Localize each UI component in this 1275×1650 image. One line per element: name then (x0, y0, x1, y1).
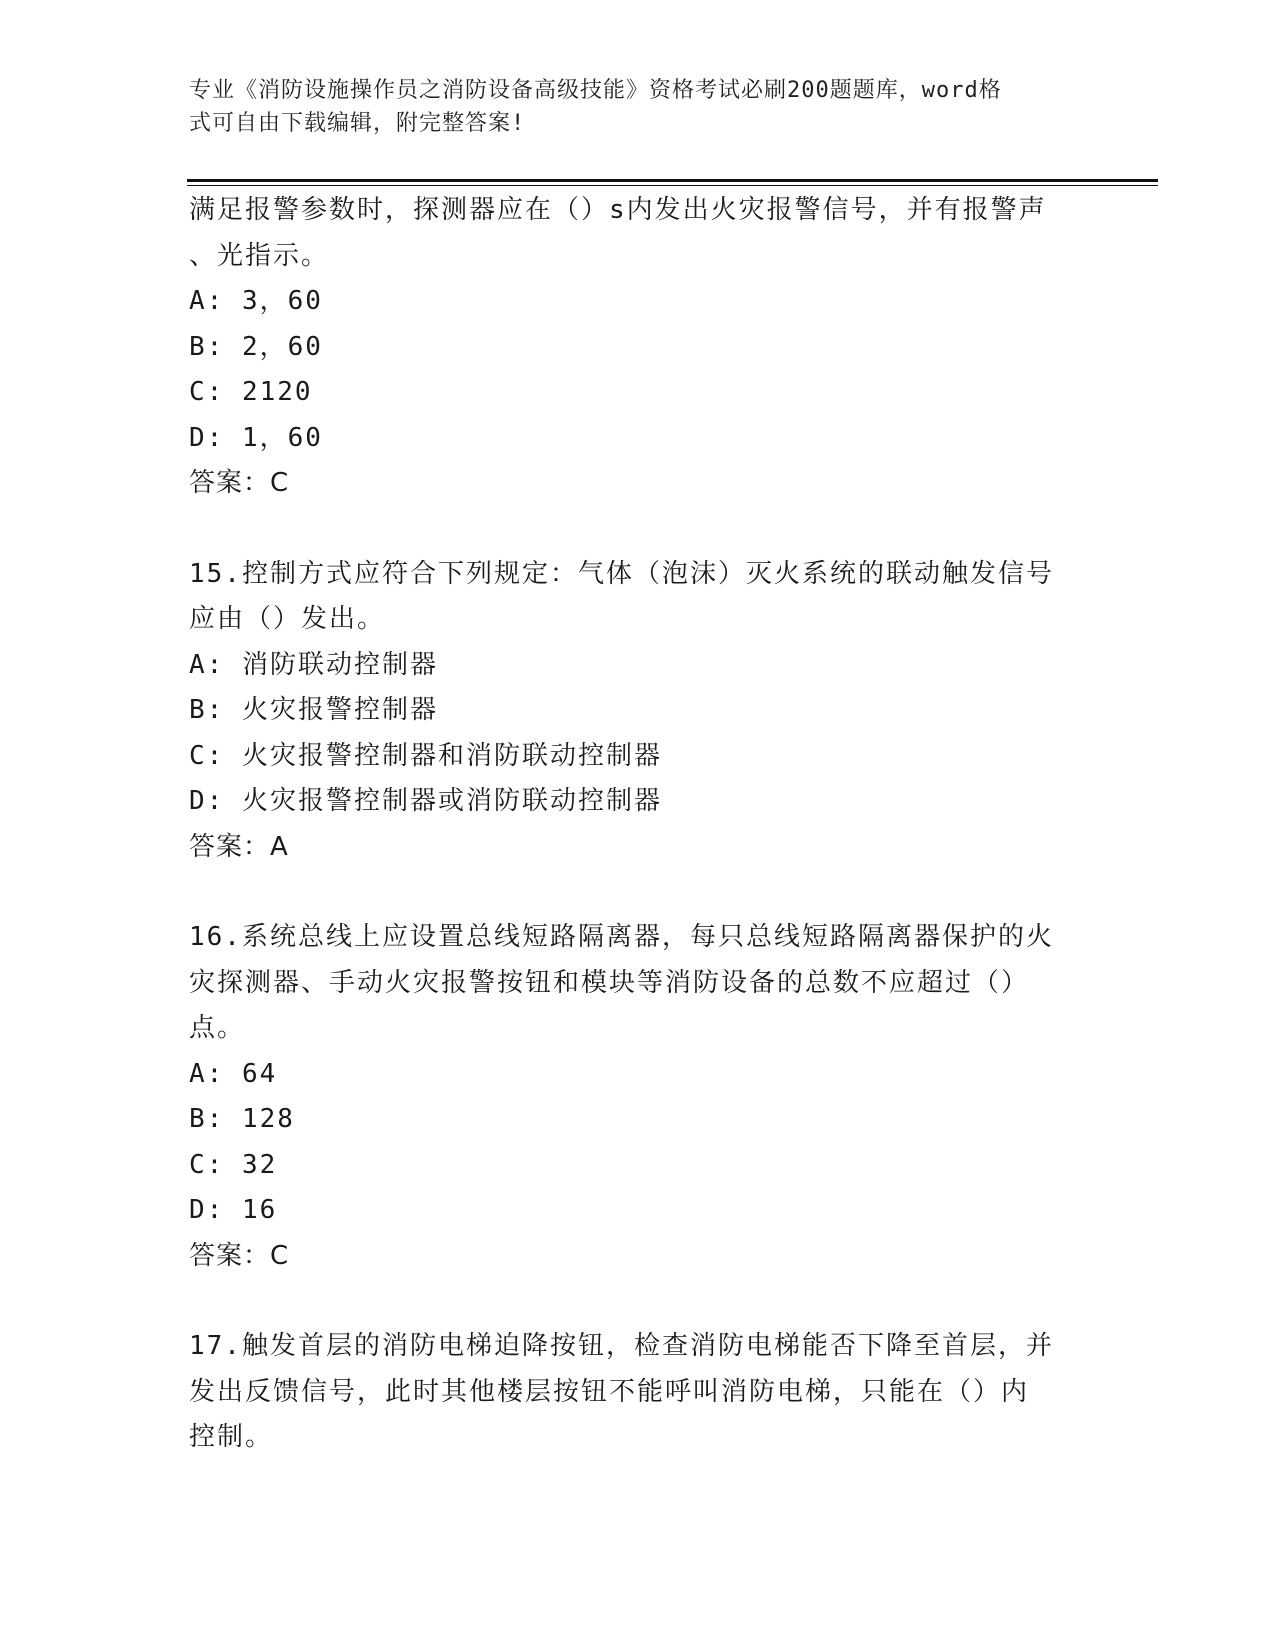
spacer (189, 507, 1089, 552)
answer-label: 答案：C (189, 1240, 290, 1271)
header-rule-thin (187, 185, 1158, 186)
header-line-1: 专业《消防设施操作员之消防设备高级技能》资格考试必刷200题题库，word格 (189, 78, 1002, 103)
option-b: B: 火灾报警控制器 (189, 695, 438, 725)
option-d: D: 16 (189, 1195, 278, 1225)
option-b: B: 128 (189, 1104, 295, 1134)
option-a: A: 消防联动控制器 (189, 649, 438, 680)
option-b: B: 2，60 (189, 331, 323, 362)
option-d: D: 火灾报警控制器或消防联动控制器 (189, 786, 662, 816)
option-c: C: 火灾报警控制器和消防联动控制器 (189, 740, 662, 771)
header-rule-thick (187, 179, 1158, 182)
header-line-2: 式可自由下载编辑，附完整答案! (189, 111, 526, 136)
question-stem-line: 点。 (189, 1013, 246, 1043)
spacer (189, 1279, 1089, 1324)
answer-label: 答案：C (189, 468, 290, 498)
option-c: C: 32 (189, 1149, 278, 1180)
question-17 (189, 1324, 1089, 1461)
question-stem-line: 灾探测器、手动火灾报警按钮和模块等消防设备的总数不应超过（） (189, 967, 1030, 998)
question-stem-line: 、光指示。 (189, 240, 330, 271)
option-a: A: 3，60 (189, 286, 323, 316)
question-15 (189, 552, 1089, 871)
document-header (189, 74, 1079, 140)
question-16 (189, 915, 1089, 1279)
question-stem-line: 17.触发首层的消防电梯迫降按钮，检查消防电梯能否下降至首层，并 (189, 1331, 1054, 1361)
option-c: C: 2120 (189, 377, 313, 407)
question-14 (189, 188, 1089, 507)
question-stem-line: 15.控制方式应符合下列规定：气体（泡沫）灭火系统的联动触发信号 (189, 558, 1054, 589)
question-stem-line: 16.系统总线上应设置总线短路隔离器，每只总线短路隔离器保护的火 (189, 922, 1054, 952)
question-stem-line: 发出反馈信号，此时其他楼层按钮不能呼叫消防电梯，只能在（）内 (189, 1376, 1030, 1407)
question-stem-line: 满足报警参数时，探测器应在（）s内发出火灾报警信号，并有报警声 (189, 195, 1047, 225)
option-d: D: 1，60 (189, 422, 323, 453)
question-stem-line: 控制。 (189, 1422, 274, 1452)
question-stem-line: 应由（）发出。 (189, 604, 386, 634)
answer-label: 答案：A (189, 831, 289, 862)
option-a: A: 64 (189, 1058, 278, 1089)
question-content (189, 188, 1089, 1461)
spacer (189, 870, 1089, 915)
